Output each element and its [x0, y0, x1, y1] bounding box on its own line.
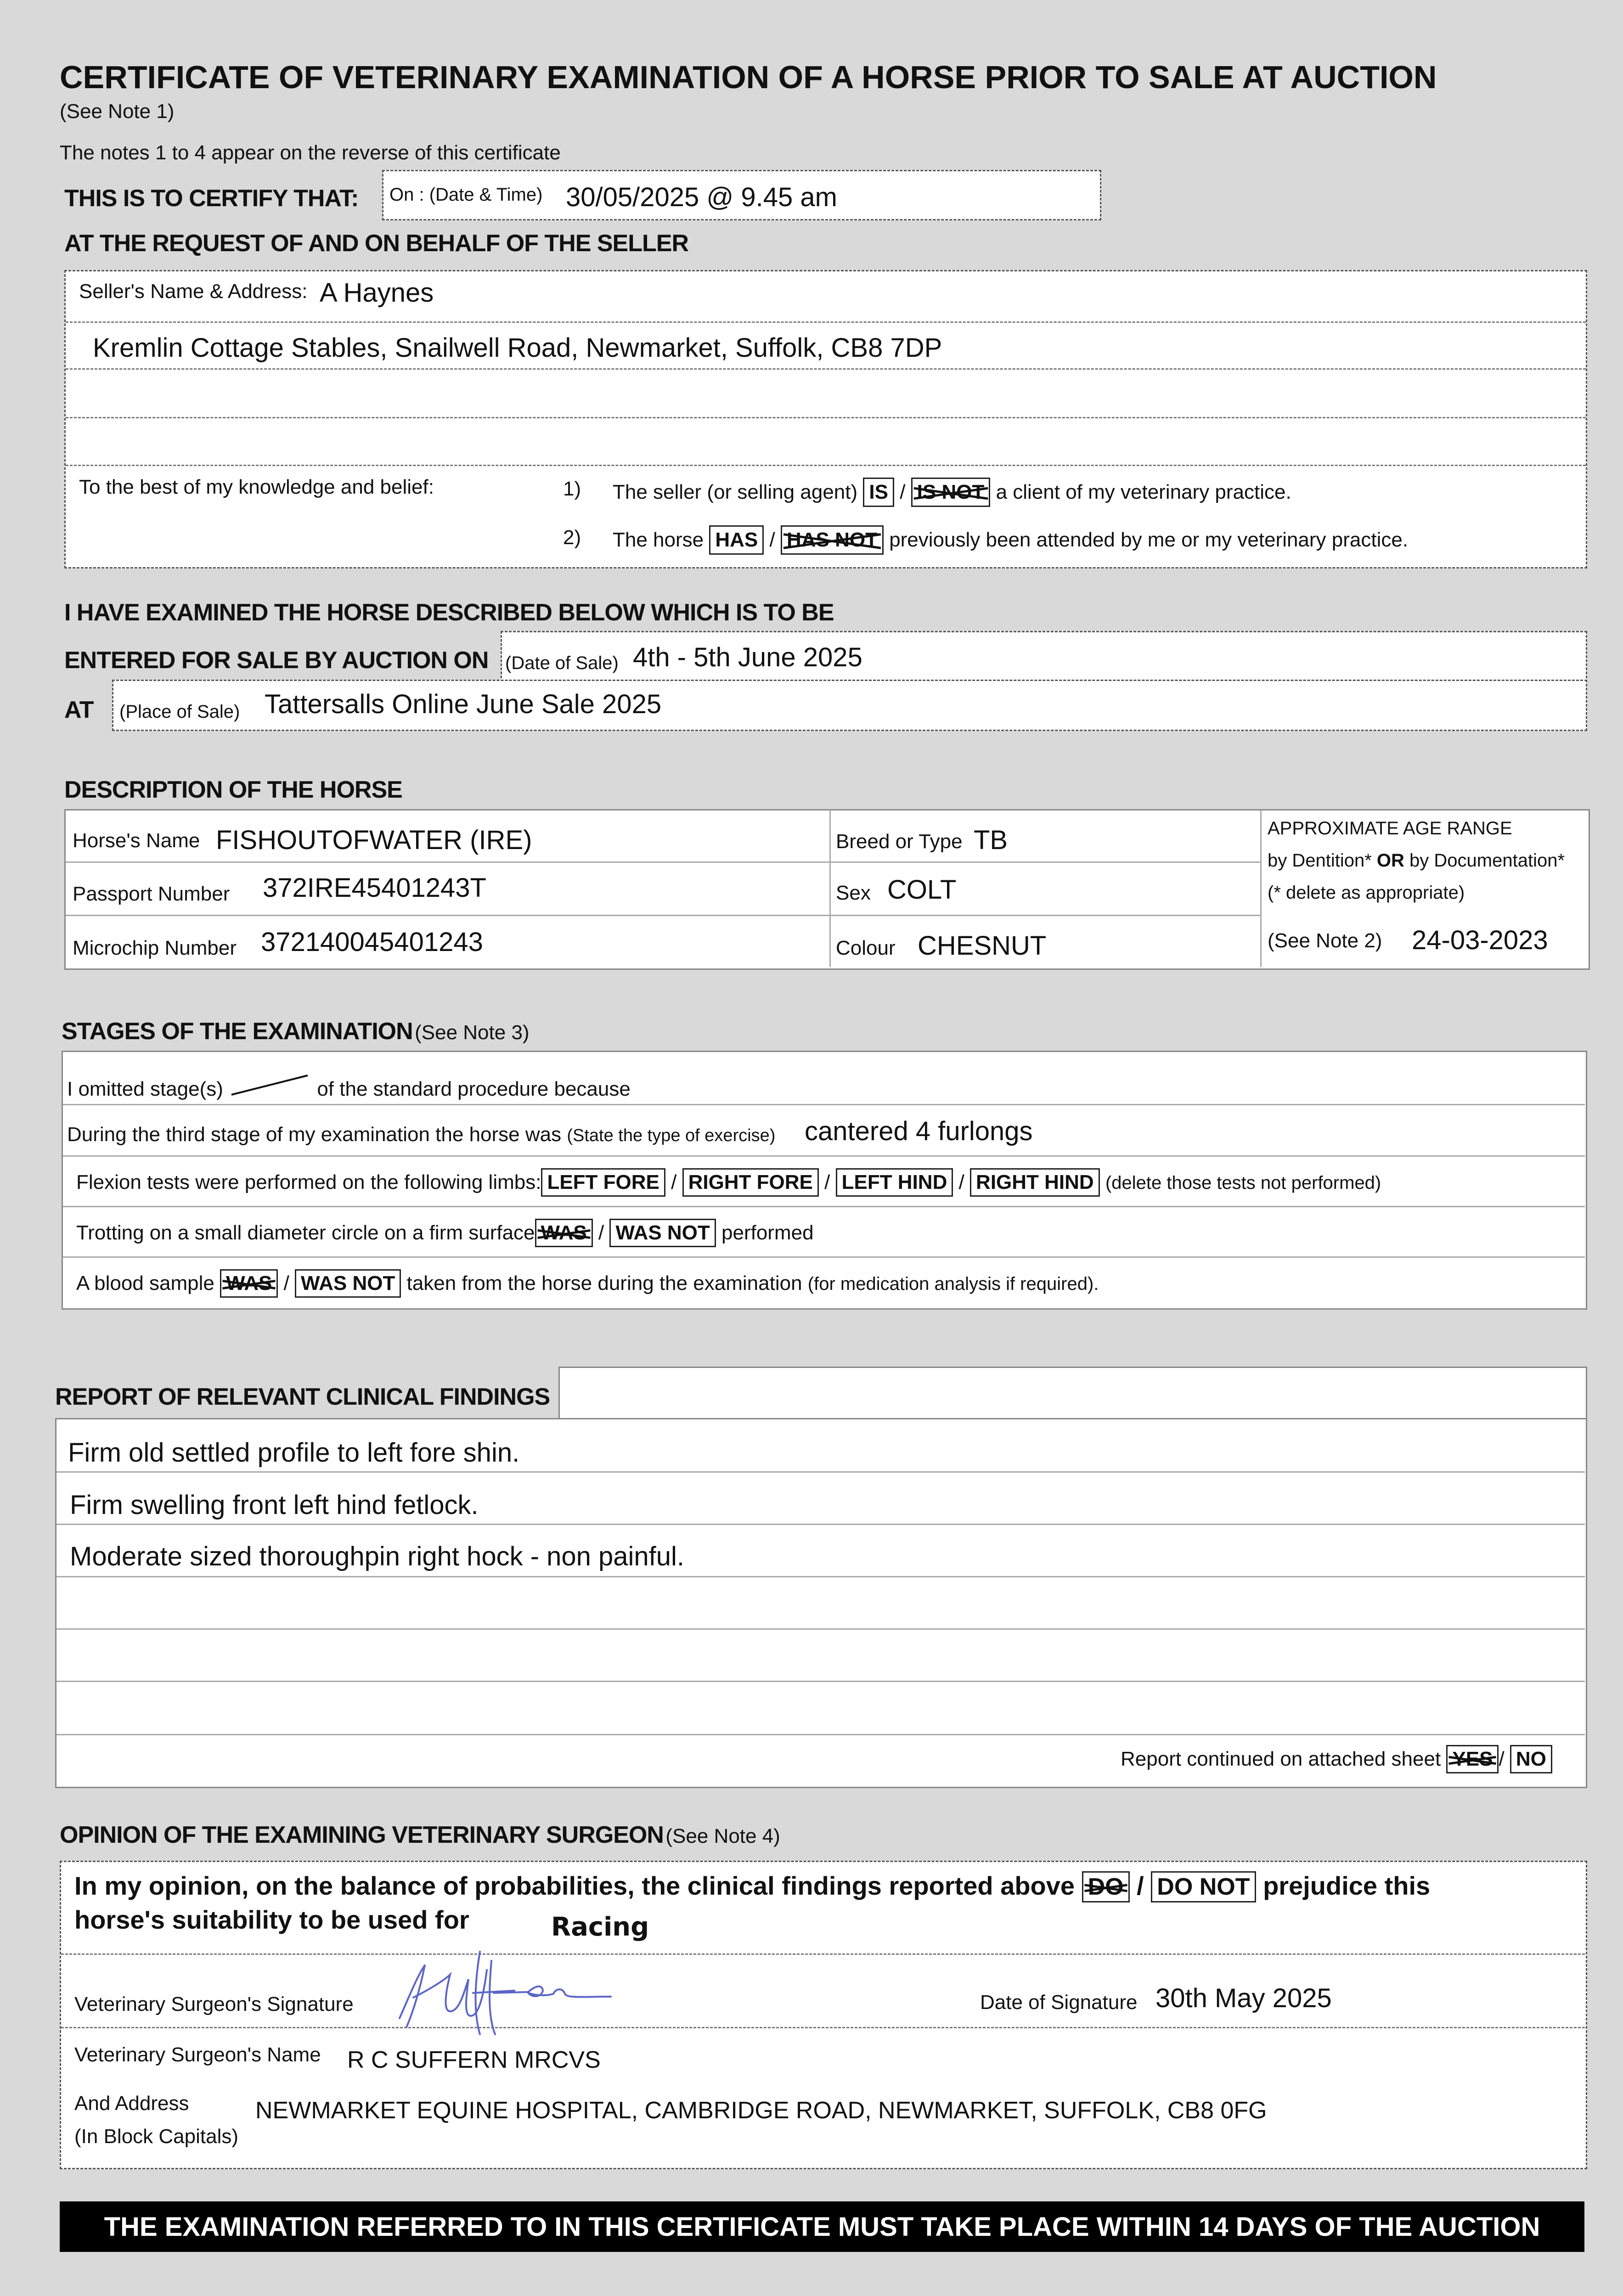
third-stage-text: During the third stage of my examination the horse was [67, 1123, 562, 1146]
footer-banner [60, 2201, 1584, 2252]
opinion-do-not-option[interactable]: DO NOT [1151, 1871, 1256, 1902]
item1-post: a client of my veterinary practice. [996, 481, 1291, 503]
item1-text [613, 478, 1291, 507]
opinion-title-note: (See Note 4) [665, 1825, 780, 1847]
use-value[interactable]: Racing [551, 1912, 649, 1942]
seller-address-line-3[interactable] [66, 371, 1581, 415]
omitted-post: of the standard procedure because [317, 1078, 631, 1100]
item1-number: 1) [563, 478, 581, 500]
see-note-1: (See Note 1) [60, 100, 175, 123]
continued-no-option[interactable]: NO [1510, 1745, 1552, 1773]
date-time-label: On : (Date & Time) [389, 185, 543, 205]
signature-label: Veterinary Surgeon's Signature [74, 1993, 354, 2015]
blood-was-option[interactable]: WAS [220, 1269, 278, 1298]
opinion-text: In my opinion, on the balance of probabilities, the clinical findings reported above DO / DO NOT prejudice this [74, 1871, 1430, 1902]
is-option[interactable]: IS [863, 478, 894, 507]
vet-address-value[interactable]: NEWMARKET EQUINE HOSPITAL, CAMBRIDGE ROAD, NEWMARKET, SUFFOLK, CB8 0FG [255, 2097, 1267, 2124]
date-time-value: 30/05/2025 @ 9.45 am [566, 182, 837, 212]
limb-left-fore[interactable]: LEFT FORE [541, 1168, 665, 1197]
signature-date-value[interactable]: 30th May 2025 [1155, 1983, 1332, 2013]
date-of-sale-label: (Date of Sale) [505, 653, 619, 673]
notes-line: The notes 1 to 4 appear on the reverse of this certificate [60, 141, 561, 164]
finding-line-2[interactable]: Firm swelling front left hind fetlock. [70, 1490, 479, 1520]
has-not-option[interactable]: HAS NOT [781, 525, 884, 555]
vet-address-label: And Address [74, 2092, 189, 2115]
age-title: APPROXIMATE AGE RANGE [1268, 818, 1512, 838]
signature-date-label: Date of Signature [980, 1991, 1138, 2014]
third-stage-row [67, 1123, 775, 1146]
limb-right-fore[interactable]: RIGHT FORE [682, 1168, 819, 1197]
microchip-value[interactable]: 372140045401243 [261, 927, 483, 957]
trot-was-option[interactable]: WAS [535, 1219, 593, 1247]
seller-name[interactable]: A Haynes [320, 278, 434, 308]
findings-title-field[interactable] [558, 1367, 1587, 1421]
blood-row: A blood sample WAS / WAS NOT taken from the horse during the examination (for medication analysis if required). [76, 1269, 1099, 1298]
footer-banner-text: THE EXAMINATION REFERRED TO IN THIS CERTIFICATE MUST TAKE PLACE WITHIN 14 DAYS OF THE AUCTION [104, 2212, 1540, 2242]
certificate-title: CERTIFICATE OF VETERINARY EXAMINATION OF A HORSE PRIOR TO SALE AT AUCTION [60, 59, 1437, 95]
findings-title: REPORT OF RELEVANT CLINICAL FINDINGS [55, 1384, 550, 1410]
item2-pre: The horse [613, 529, 704, 551]
colour-value[interactable]: CHESNUT [918, 931, 1047, 961]
has-option[interactable]: HAS [709, 525, 764, 555]
certify-label: THIS IS TO CERTIFY THAT: [64, 185, 359, 212]
opinion-do-option[interactable]: DO [1082, 1871, 1130, 1902]
is-not-option[interactable]: IS NOT [911, 478, 991, 507]
examined-heading: I HAVE EXAMINED THE HORSE DESCRIBED BELOW WHICH IS TO BE [64, 599, 834, 626]
passport-label: Passport Number [73, 883, 230, 905]
third-stage-value[interactable]: cantered 4 furlongs [805, 1116, 1033, 1146]
third-stage-note: (State the type of exercise) [567, 1126, 776, 1145]
omitted-dash-icon [229, 1072, 311, 1099]
breed-label: Breed or Type [836, 830, 963, 853]
stages-title [62, 1018, 530, 1045]
continued-label: Report continued on attached sheet [1121, 1748, 1441, 1770]
item1-pre: The seller (or selling agent) [613, 481, 858, 503]
age-see-note: (See Note 2) [1268, 929, 1382, 952]
horse-name-value[interactable]: FISHOUTOFWATER (IRE) [216, 825, 532, 855]
finding-line-3[interactable]: Moderate sized thoroughpin right hock - non painful. [70, 1542, 685, 1571]
vet-name-value[interactable]: R C SUFFERN MRCVS [347, 2047, 601, 2073]
request-label: AT THE REQUEST OF AND ON BEHALF OF THE SELLER [64, 230, 688, 257]
blood-note: (for medication analysis if required). [807, 1274, 1099, 1294]
flexion-post: (delete those tests not performed) [1105, 1173, 1381, 1193]
seller-address[interactable]: Kremlin Cottage Stables, Snailwell Road, Newmarket, Suffolk, CB8 7DP [93, 333, 942, 363]
trot-post: performed [721, 1221, 814, 1244]
item2-number: 2) [563, 526, 581, 549]
seller-label: Seller's Name & Address: [79, 280, 308, 303]
passport-value[interactable]: 372IRE45401243T [263, 873, 486, 903]
blood-post: taken from the horse during the examination [406, 1272, 802, 1294]
finding-line-6[interactable] [56, 1683, 1581, 1731]
date-of-sale-value: 4th - 5th June 2025 [633, 642, 862, 672]
place-of-sale-value: Tattersalls Online June Sale 2025 [265, 689, 662, 719]
signature-image[interactable] [381, 1942, 620, 2039]
age-by-dentition[interactable]: by Dentition* [1268, 850, 1372, 871]
age-value[interactable]: 24-03-2023 [1412, 925, 1548, 955]
seller-address-line-4[interactable] [66, 420, 1581, 463]
breed-value[interactable]: TB [974, 825, 1008, 855]
horse-section-title: DESCRIPTION OF THE HORSE [64, 777, 402, 803]
omitted-row [67, 1072, 631, 1101]
finding-line-1[interactable]: Firm old settled profile to left fore shin. [68, 1438, 520, 1468]
flexion-pre: Flexion tests were performed on the following limbs: [76, 1171, 541, 1193]
at-label: AT [64, 697, 94, 723]
trot-was-not-option[interactable]: WAS NOT [609, 1219, 716, 1247]
trot-row: Trotting on a small diameter circle on a firm surface WAS / WAS NOT performed [76, 1219, 814, 1247]
trot-pre: Trotting on a small diameter circle on a firm surface [76, 1221, 535, 1244]
place-of-sale-label: (Place of Sale) [119, 702, 240, 722]
sex-label: Sex [836, 882, 871, 904]
vet-address-label-2: (In Block Capitals) [74, 2125, 239, 2148]
horse-name-label: Horse's Name [73, 829, 200, 852]
seller-block [64, 270, 1587, 568]
item1-sep: / [900, 481, 906, 503]
microchip-label: Microchip Number [73, 937, 237, 959]
limb-right-hind[interactable]: RIGHT HIND [970, 1168, 1100, 1197]
age-by-documentation[interactable]: by Documentation* [1409, 850, 1565, 871]
opinion-text-pre: In my opinion, on the balance of probabilities, the clinical findings reported above [74, 1871, 1075, 1900]
stages-title-note: (See Note 3) [415, 1021, 530, 1044]
age-delete-note: (* delete as appropriate) [1268, 883, 1465, 903]
finding-line-4[interactable] [56, 1578, 1581, 1626]
opinion-title [60, 1821, 780, 1849]
item2-post: previously been attended by me or my veterinary practice. [889, 529, 1409, 551]
entered-for-sale-heading: ENTERED FOR SALE BY AUCTION ON [64, 647, 489, 674]
continued-row: Report continued on attached sheet YES / NO [1121, 1745, 1552, 1773]
omitted-pre: I omitted stage(s) [67, 1078, 223, 1100]
belief-label: To the best of my knowledge and belief: [79, 476, 434, 498]
opinion-text-line-2: horse's suitability to be used for [74, 1905, 469, 1934]
opinion-text-post: prejudice this [1263, 1871, 1431, 1900]
opinion-title-text: OPINION OF THE EXAMINING VETERINARY SURGEON [60, 1822, 664, 1848]
finding-line-5[interactable] [56, 1630, 1581, 1679]
age-or: OR [1376, 850, 1404, 871]
limb-left-hind[interactable]: LEFT HIND [836, 1168, 953, 1197]
item2-text [613, 525, 1408, 555]
colour-label: Colour [836, 937, 896, 959]
sex-value[interactable]: COLT [887, 875, 957, 905]
vet-name-label: Veterinary Surgeon's Name [74, 2043, 321, 2066]
item2-sep: / [769, 529, 775, 551]
continued-yes-option[interactable]: YES [1446, 1745, 1499, 1773]
age-method [1268, 850, 1565, 871]
blood-pre: A blood sample [76, 1272, 214, 1294]
blood-was-not-option[interactable]: WAS NOT [295, 1269, 401, 1298]
stages-title-text: STAGES OF THE EXAMINATION [62, 1018, 413, 1045]
flexion-row: Flexion tests were performed on the following limbs: LEFT FORE / RIGHT FORE / LEFT HIND / RIGHT HIND (delete those tests not performed) [76, 1168, 1381, 1197]
